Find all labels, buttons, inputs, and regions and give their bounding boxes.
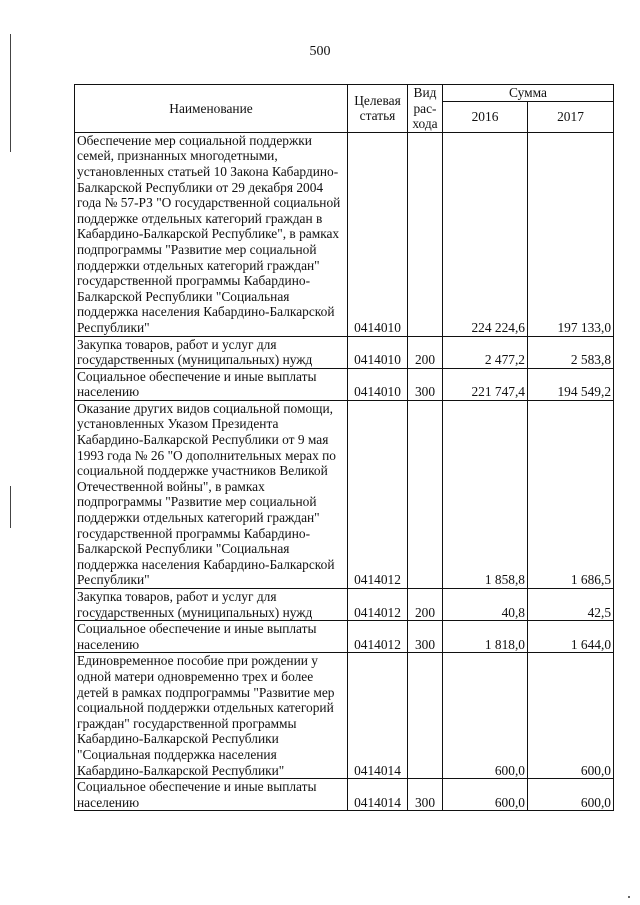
row-sum-2016: 600,0 — [443, 653, 528, 779]
margin-mark — [10, 486, 11, 528]
header-expense-type — [408, 85, 443, 133]
row-expense-type: 300 — [408, 368, 443, 400]
row-expense-type: 200 — [408, 589, 443, 621]
table-row — [75, 589, 614, 621]
row-target-code: 0414012 — [348, 589, 408, 621]
row-sum-2017: 194 549,2 — [528, 368, 614, 400]
row-target-code: 0414010 — [348, 132, 408, 336]
row-sum-2017: 600,0 — [528, 779, 614, 811]
row-target-code: 0414012 — [348, 400, 408, 588]
header-name: Наименование — [75, 85, 348, 133]
row-sum-2016: 224 224,6 — [443, 132, 528, 336]
row-expense-type — [408, 400, 443, 588]
header-sum: Сумма — [443, 85, 614, 102]
scan-dot — [628, 896, 630, 898]
header-type-line: Вид — [413, 85, 437, 100]
table-row — [75, 779, 614, 811]
row-expense-type — [408, 653, 443, 779]
row-sum-2016: 2 477,2 — [443, 336, 528, 368]
table-row — [75, 336, 614, 368]
row-expense-type: 300 — [408, 779, 443, 811]
row-name: Оказание других видов социальной помощи, установленных Указом Президента Кабардино-Балкарской Республики от 9 мая 1993 года № 26 "О дополнительных мерах по социальной поддержке участников Великой Отечественной войны", в рамках подпрограммы "Развитие мер социальной поддержки отдельных категорий граждан" государственной программы Кабардино-Балкарской Республики "Социальная поддержка населения Кабардино-Балкарской Республики" — [75, 400, 348, 588]
table-row — [75, 621, 614, 653]
row-name: Закупка товаров, работ и услуг для государственных (муниципальных) нужд — [75, 336, 348, 368]
row-sum-2017: 600,0 — [528, 653, 614, 779]
row-target-code: 0414010 — [348, 368, 408, 400]
row-sum-2017: 197 133,0 — [528, 132, 614, 336]
row-name: Социальное обеспечение и иные выплаты населению — [75, 621, 348, 653]
row-name: Социальное обеспечение и иные выплаты населению — [75, 779, 348, 811]
row-sum-2017: 42,5 — [528, 589, 614, 621]
row-sum-2016: 600,0 — [443, 779, 528, 811]
row-target-code: 0414010 — [348, 336, 408, 368]
table-row — [75, 132, 614, 336]
table-row — [75, 400, 614, 588]
row-sum-2016: 1 818,0 — [443, 621, 528, 653]
row-name: Закупка товаров, работ и услуг для государственных (муниципальных) нужд — [75, 589, 348, 621]
header-type-line: хода — [412, 116, 438, 132]
header-year-2016: 2016 — [443, 101, 528, 132]
row-expense-type: 200 — [408, 336, 443, 368]
row-sum-2016: 221 747,4 — [443, 368, 528, 400]
row-name: Социальное обеспечение и иные выплаты населению — [75, 368, 348, 400]
row-sum-2017: 2 583,8 — [528, 336, 614, 368]
page-number: 500 — [309, 44, 331, 59]
row-sum-2017: 1 644,0 — [528, 621, 614, 653]
header-target: Целевая статья — [348, 85, 408, 133]
row-sum-2017: 1 686,5 — [528, 400, 614, 588]
header-type-line: рас- — [413, 100, 437, 116]
row-target-code: 0414014 — [348, 653, 408, 779]
row-name: Единовременное пособие при рождении у одной матери одновременно трех и более детей в рамках подпрограммы "Развитие мер социальной поддержки отдельных категорий граждан" государственной программы Кабардино-Балкарской Республики "Социальная поддержка населения Кабардино-Балкарской Республики" — [75, 653, 348, 779]
table-row — [75, 368, 614, 400]
row-target-code: 0414014 — [348, 779, 408, 811]
row-sum-2016: 40,8 — [443, 589, 528, 621]
header-row — [75, 85, 614, 102]
row-name: Обеспечение мер социальной поддержки семей, признанных многодетными, установленных статьей 10 Закона Кабардино-Балкарской Республики от 29 декабря 2004 года № 57-РЗ "О государственной социальной поддержке отдельных категорий граждан в Кабардино-Балкарской Республике", в рамках подпрограммы "Развитие мер социальной поддержки отдельных категорий граждан" государственной программы Кабардино-Балкарской Республики "Социальная поддержка населения Кабардино-Балкарской Республики" — [75, 132, 348, 336]
row-expense-type: 300 — [408, 621, 443, 653]
row-sum-2016: 1 858,8 — [443, 400, 528, 588]
budget-table — [74, 84, 614, 811]
header-year-2017: 2017 — [528, 101, 614, 132]
table-row — [75, 653, 614, 779]
row-target-code: 0414012 — [348, 621, 408, 653]
row-expense-type — [408, 132, 443, 336]
